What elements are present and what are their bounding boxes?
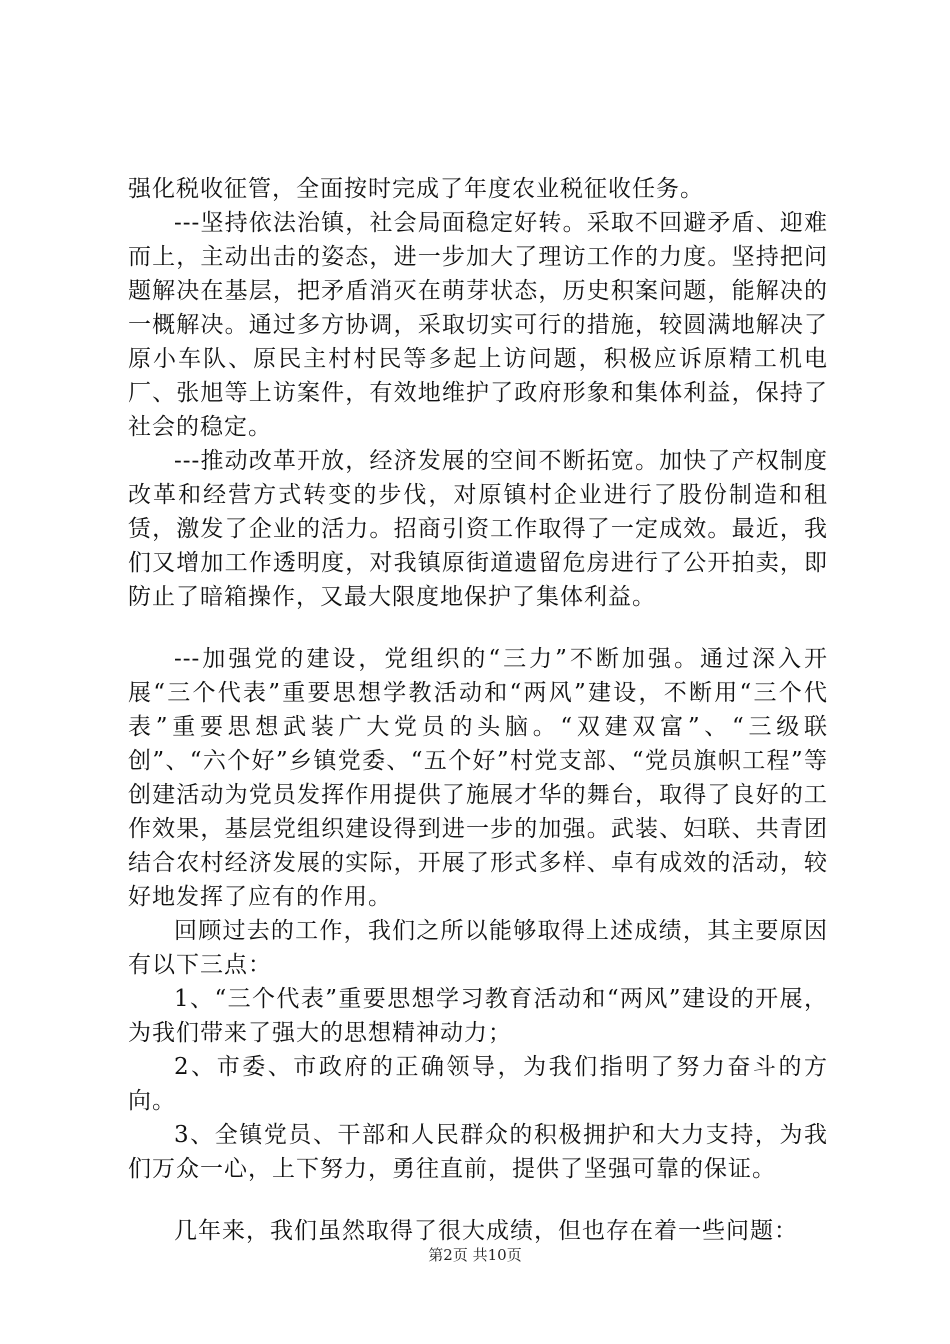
list-item-reason-3: 3、全镇党员、干部和人民群众的积极拥护和大力支持，为我们万众一心，上下努力，勇往直前，提供了坚强可靠的保证。 xyxy=(128,1122,828,1182)
paragraph-review: 回顾过去的工作，我们之所以能够取得上述成绩，其主要原因有以下三点： xyxy=(128,918,828,978)
paragraph-problems: 几年来，我们虽然取得了很大成绩，但也存在着一些问题： xyxy=(174,1218,798,1244)
paragraph-rule-of-law: ---坚持依法治镇，社会局面稳定好转。采取不回避矛盾、迎难而上，主动出击的姿态，进一步加大了理访工作的力度。坚持把问题解决在基层，把矛盾消灭在萌芽状态，历史积案问题，能解决的一概解决。通过多方协调，采取切实可行的措施，较圆满地解决了原小车队、原民主村村民等多起上访问题，积极应诉原精工机电厂、张旭等上访案件，有效地维护了政府形象和集体利益，保持了社会的稳定。 xyxy=(128,210,828,440)
page-number-footer: 第2页 共10页 xyxy=(428,1246,522,1264)
list-item-reason-2: 2、市委、市政府的正确领导，为我们指明了努力奋斗的方向。 xyxy=(128,1054,828,1114)
paragraph-party-building: ---加强党的建设，党组织的“三力”不断加强。通过深入开展“三个代表”重要思想学教活动和“两风”建设，不断用“三个代表”重要思想武装广大党员的头脑。“双建双富”、“三级联创”、“六个好”乡镇党委、“五个好”村党支部、“党员旗帜工程”等创建活动为党员发挥作用提供了施展才华的舞台，取得了良好的工作效果，基层党组织建设得到进一步的加强。武装、妇联、共青团结合农村经济发展的实际，开展了形式多样、卓有成效的活动，较好地发挥了应有的作用。 xyxy=(128,646,828,910)
list-item-reason-1: 1、“三个代表”重要思想学习教育活动和“两风”建设的开展，为我们带来了强大的思想精神动力； xyxy=(128,986,828,1046)
paragraph-reform: ---推动改革开放，经济发展的空间不断拓宽。加快了产权制度改革和经营方式转变的步伐，对原镇村企业进行了股份制造和租赁，激发了企业的活力。招商引资工作取得了一定成效。最近，我们又增加工作透明度，对我镇原街道遗留危房进行了公开拍卖，即防止了暗箱操作，又最大限度地保护了集体利益。 xyxy=(128,448,828,610)
document-body xyxy=(128,172,828,1248)
paragraph-tax: 强化税收征管，全面按时完成了年度农业税征收任务。 xyxy=(128,176,704,202)
